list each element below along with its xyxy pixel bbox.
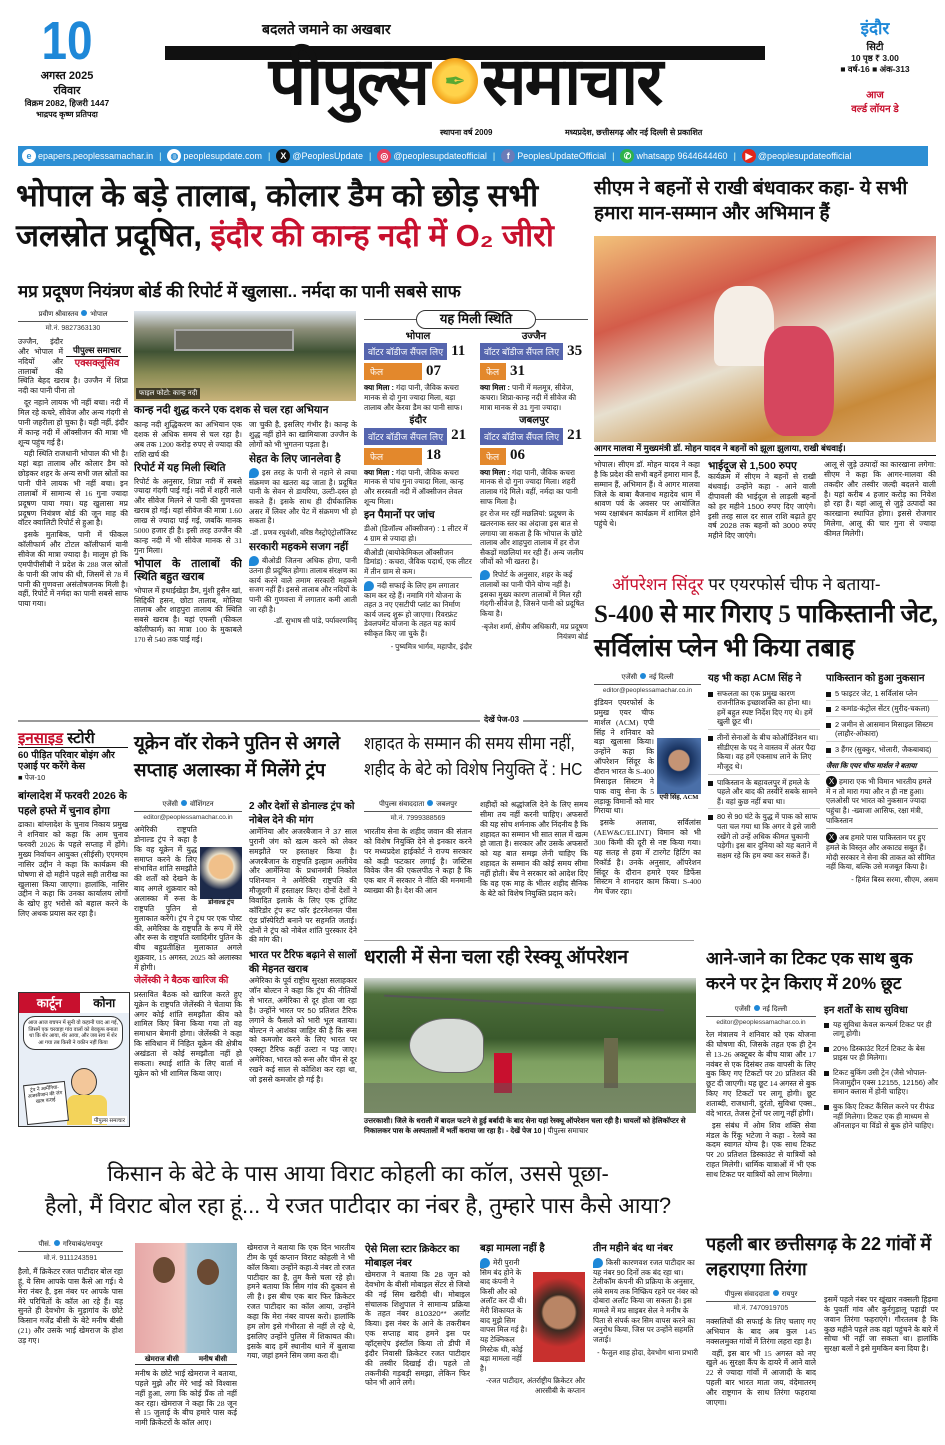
city-stat-ujjain [480,331,588,415]
sampled-count: 11 [451,342,466,359]
paragraph: उज्जैन, इंदौर और भोपाल में नदियों और तालाबों की स्थिति बेहद खराब है। उज्जैन में शिप्रा नदी का पानी पीना तो [18,337,128,396]
found-text: गंदा पानी, जैविक कचरा मानक से पांच गुना ज्यादा मिला, कान्ह और सरस्वती नदी में ऑक्सीजन लेवल शून्य मिला। [364,467,464,506]
email: editor@peoplessamachar.co.in [716,1019,806,1026]
hc-col-2: शहीदों को श्रद्धांजलि देने के लिए समय सीमा तय नहीं करनी चाहिए। अफसरों की यह सोच शर्मनाक और निंदनीय है कि शहादत का सम्मान भी सात साल में खत्म हो जाता है। सरकार और उसके अफसरों को यह बात समझ लेनी चाहिए कि शहादत के सम्मान की कोई समय सीमा नहीं होती। बेंच ने सरकार को आदेश दिए कि वह एक माह के भीतर शहीद सैनिक के बेटे को विशेष नियुक्ति प्रदान करे। [480,800,588,898]
paragraph: इस संबंध में ओम शिव शक्ति सेवा मंडल के रिंकू भटेजा ने कहा - रेलवे का कदम स्वागत योग्य है। एक साथ टिकट पर 20 प्रतिशत डिस्काउंट से यात्रियों को राहत मिलेगी। धार्मिक यात्राओं में भी एक साथ टिकट पर यात्रियों को लाभ मिलेगा। [706,1120,816,1180]
quote-source: -बृजेश शर्मा, क्षेत्रीय अधिकारी, मप्र प्रदूषण नियंत्रण बोर्ड [481,621,588,641]
virat-sidebar-2 [480,1243,585,1396]
list-item: 5 फाइटर जेट, 1 सर्विलांस प्लेन [826,689,938,702]
published-from: मध्यप्रदेश, छत्तीसगढ़ और नई दिल्ली से प्रकाशित [565,128,703,137]
quote-source: -डॉ . प्रणव रघुवंशी, वरिष्ठ गैस्ट्रोएंट्रोलॉजिस्ट [249,528,357,537]
list-item: तीनों सेनाओं के बीच कोऑर्डिनेशन था। सीडीएस के पद ने वास्तव में अंतर पैदा किया। वह हमें एकसाथ लाने के लिए मौजूद थे। [708,733,820,775]
found-label: क्या मिला : [364,383,394,393]
byline-place: जबलपुर [436,801,457,808]
instagram-icon: ◎ [377,149,391,163]
paragraph: रेल मंत्रालय ने शनिवार को एक योजना की घोषणा की, जिसके तहत एक ही ट्रेन से 13-26 अक्टूबर के बीच यात्रा और 17 नवंबर से एक दिसंबर तक वापसी के लिए बुक किए गए टिकटों पर 20 प्रतिशत की छूट दी जाएगी। यह छूट 14 अगस्त से बुक किए गए टिकटों पर लागू होगी। छूट शताब्दी, राजधानी, दुरंतो, सुविधा एक्स., वंदे भारत, तेजस ट्रेनों पर लागू नहीं होगी। [706,1030,816,1118]
lead-subhead-highlight: नर्मदा का पानी सबसे साफ [301,282,461,301]
city-stat-jabalpur [480,415,588,651]
exclusive-label: एक्सक्लूसिव [74,358,120,370]
list-item: सफलता का एक प्रमुख कारण राजनीतिक इच्छाशक्ति का होना था। हमें बहुत स्पष्ट निर्देश दिए गए थे। हमें खुली छूट थी। [708,689,820,731]
cm-rakhi-photo [594,236,936,442]
social-link-text: @peoplesupdateofficial [757,151,852,161]
quote [364,581,472,639]
list-item: टिकट बुकिंग उसी ट्रेन (जैसे भोपाल-निजामुद्दीन एक्स 12155, 12156) और समान क्लास में होनी चाहिए। [824,1068,938,1099]
section-heading: भारत पर टैरिफ बढ़ाने से सालों की मेहनत खराब [249,950,357,975]
see-page-link[interactable]: देखें पेज-03 [480,714,523,725]
quote-source: - पुष्यमित्र भार्गव, महापौर, इंदौर [390,641,472,651]
tagline: बदलते जमाने का अखबार [262,21,391,37]
quote-mark-icon [249,556,259,566]
byline [18,1240,123,1252]
ukraine-headline: यूक्रेन वॉर रोकने पुतिन से अगले सप्ताह अलास्का में मिलेंगे ट्रंप [134,732,341,780]
byline-name: एजेंसी [162,801,178,808]
acm-points [708,673,820,866]
sampled-count: 21 [567,427,583,444]
cartoon-illustration [19,1013,129,1126]
cm-body: भोपाल। सीएम डॉ. मोहन यादव ने कहा है कि प्रदेश की सभी बहनें हमारा मान हैं, सम्मान हैं, अभिमान हैं। वे आगर मालवा जिले के बाबा बैजनाथ महादेव धाम में श्रावण पर्व के अवसर पर आयोजित भव्य रक्षाबंधन कार्यक्रम में शामिल होने पहुंचे थे। [594,460,700,529]
city-name: इंदौर [409,415,427,427]
dharali-caption: उत्तरकाशी। जिले के धराली में बादल फटने से हुई बर्बादी के बाद सेना यहां रेस्क्यू ऑपरेशन चला रही है। घायलों को हेलिकॉप्टर से निकालकर पास के अस्पतालों में भर्ती कराया जा रहा है। - देखें पेज 10 | पीपुल्स समाचार [364,1116,686,1135]
quote [480,570,588,619]
kicker-highlight: ऑपरेशन सिंदूर [612,575,704,594]
quote [249,468,357,526]
section-heading: इन पैमानों पर जांच [364,509,435,522]
hc-headline: शहादत के सम्मान की समय सीमा नहीं, शहीद के बेटे को विशेष नियुक्ति दें : HC [364,733,583,780]
masthead-logo [165,40,765,122]
byline [594,673,701,685]
quote-mark-icon [593,1258,603,1268]
acm-photo [657,738,701,802]
lead-subhead-text: मप्र प्रदूषण नियंत्रण बोर्ड की रिपोर्ट में खुलासा.. [18,282,302,301]
list-item: पाकिस्तान के बहावलपुर में हमले के पहले और बाद की तस्वीरें सबके सामने हैं। वहां कुछ नहीं बचा था। [708,778,820,810]
social-link-instagram[interactable] [377,149,487,163]
dharali-headline: धराली में सेना चला रही रेस्क्यू ऑपरेशन [364,947,628,968]
bullet-dot-icon [640,673,646,679]
paragraph: दूर नहाने लायक भी नहीं बचा। नदी में मिल रहे कचरे, सीवेज और अन्य गंदगी से पानी जहरीला हो चुका है। यही नहीं, इंदौर में कान्ह नदी में ऑक्सीजन की मात्रा भी शून्य पहुंच गई है। [18,398,128,447]
virat-sidebar-1 [365,1243,470,1388]
status-title: यह मिली स्थिति [416,310,536,329]
quote-text: अब हमारे पास पाकिस्तान पर हुए हमले के विस्तृत और अकाट्य सबूत हैं। मोदी सरकार ने सेना की ताकत को सीमित नहीं किया, बल्कि उसे मजबूत किया है। [826,833,935,872]
social-link-youtube[interactable] [742,149,852,163]
photo-caption: मनीष बीसी [198,1356,228,1363]
paragraph: रिपोर्ट के अनुसार, शिप्रा नदी में सबसे ज्यादा गंदगी पाई गई। नदी में शहरी नाले और सीवेज मिलने से पानी की गुणवत्ता खराब हो गई। यहां सीवेज की मात्रा 1.60 लाख से ज्यादा पाई गई, जबकि मानक 5000 हजार ही है। इसी तरह उज्जैन की कान्ह नदी में भी सीवेज मानक से 31 गुना मिला। [134,476,242,555]
sindoor-col-1 [594,673,701,898]
failed-count: 06 [510,447,525,464]
parameter: डीओ (डिजॉल्व ऑक्सीजन) : 1 लीटर में 4 ग्राम से ज्यादा हो। [364,524,472,544]
exclusive-brand: पीपुल्स समाचार [66,345,128,357]
paragraph: कार्यक्रम में सीएम ने बहनों से राखी बंधवाई। उन्होंने कहा - आने वाली दीपावली की भाईदूज से लाड़ली बहनों को हर महीने 1500 रुपए दिए जाएंगे। इसी तरह साल दर साल राशि बढ़ाते हुए वर्ष 2028 तक बहनों को 3000 रुपए महीने दिए जाएंगे। [708,472,816,541]
paragraph: प्रस्तावित बैठक को खारिज करते हुए यूक्रेन के राष्ट्रपति जेलेंस्की ने चेताया कि अगर कोई शांति समझौता कीव को शामिल किए बिना किया गया तो वह समाधान बेमानी होगा। जेलेंस्की ने कहा कि संविधान में निहित यूक्रेन की क्षेत्रीय अखंडता से कोई समझौता नहीं हो सकता। स्थाई शांति के लिए वार्ता में यूक्रेन को भी शामिल किया जाए। [134,989,242,1078]
social-link-text: @peoplesupdateofficial [393,151,487,161]
quote-text: किसी कारणवश रजत पाटीदार का यह नंबर 90 दिनों तक बंद रहा था। टेलीकॉम कंपनी की प्रक्रिया के अनुसार, लंबे समय तक निष्क्रिय रहने पर नंबर को दोबारा अलॉट किया जा सकता है। इस मामले में मप्र साइबर सेल ने मनीष के पिता से संपर्क कर सिम वापस करने का अनुरोध किया, जिस पर उन्होंने सहमति जताई। [593,1257,698,1344]
byline-place: गरियाबंद/रायपुर [62,1241,103,1248]
cg-headline: पहली बार छत्तीसगढ़ के 22 गांवों में लहराएगा तिरंगा [706,1234,932,1280]
weekday: रविवार [53,85,81,97]
whatsapp-icon: ✆ [620,149,634,163]
city-name: भोपाल [405,330,431,342]
logo-title-right: समाचार [482,44,662,118]
failed-count: 07 [426,362,441,379]
bullet-dot-icon [181,800,187,806]
rail-col-1 [706,1005,816,1218]
section-heading: भाईदूज से 1,500 रुपए [708,460,797,472]
failed-label: फेल [364,363,422,380]
failed-count: 18 [426,447,441,464]
sindoor-kicker [612,572,932,595]
section-heading: 2 और देशों से डोनाल्ड ट्रंप को नोबेल देने की मांग [249,801,355,826]
cm-aloo: आलू से जुड़े उत्पादों का कारखाना लगेगा: सीएम ने कहा कि आगर-मालवा की तकदीर और तस्वीर जल्दी बदलने वाली है। यहां करीब 4 हजार करोड़ का निवेश हो रहा है। यहां आलू से जुड़े उत्पादों का कारखाना स्थापित होगा। इससे रोजगार मिलेगा, आलू की चार गुना से ज्यादा कीमत मिलेगी। [824,460,936,539]
x-icon: X [276,149,290,163]
inside-page-ref[interactable]: ■ पेज-10 [18,773,46,783]
volume-issue: ■ वर्ष-16 ■ अंक-313 [840,64,910,74]
paragraph: कान्ह नदी शुद्धिकरण का अभियान एक दशक से अधिक समय से चल रहा है। अब तक 1200 करोड़ रुपए से ज्यादा की राशि खर्च की [134,420,242,459]
lead-headline [16,176,588,257]
quote-mark-icon [480,570,490,580]
logo-title-left: पीपुल्स [268,44,429,118]
sampled-count: 21 [451,427,467,444]
found-label: क्या मिला : [480,383,510,393]
x-icon: X [826,776,837,787]
lead-body [18,337,128,707]
email: editor@peoplessamachar.co.in [602,687,693,694]
rail-body [706,1030,816,1218]
edition-block [820,16,930,115]
section-heading: यह भी कहा ACM सिंह ने [708,673,802,684]
social-link-epaper[interactable] [22,149,153,163]
found-label: क्या मिला : [480,467,510,477]
status-box [364,310,588,652]
byline-name: एजेंसी [621,674,638,681]
lead-subhead [18,282,588,302]
date-month: अगस्त 2025 [40,70,94,82]
rail-col-2 [824,1005,938,1136]
quote-mark-icon [364,581,374,591]
photo-credit: पीपुल्स समाचार [547,1125,589,1135]
byline-name: पीपुल्स संवाददाता [379,801,425,808]
paragraph: इसमें पहले नंबर पर खूंखार नक्सली हिड़मा के पुवर्ती गांव और कुर्रगुड़ालू पहाड़ी पर जवान तिरंगा फहराएंगे। गौरतलब है कि कुछ महीने पहले तक वहां पहुंचने के बारे में सोचा भी नहीं जा सकता था। हालांकि सुरक्षा बलों ने इसे मुमकिन बना दिया है। [824,1295,938,1354]
city-name: उज्जैन [521,330,547,342]
founded: स्थापना वर्ष 2009 [440,128,493,137]
bangladesh-headline: बांग्लादेश में फरवरी 2026 के पहले हफ्ते में चुनाव होगा [18,790,127,817]
lead-left-column [18,310,128,720]
section-heading: रिपोर्ट में यह मिली स्थिति [134,462,226,475]
city-name: जबलपुर [519,415,549,427]
section-heading: भोपाल के तालाबों की स्थिति बहुत खराब [134,558,242,584]
today-event: वर्ल्ड लॉयन डे [851,104,899,115]
virat-headline-line-2: हैलो, मैं विराट बोल रहा हूं... ये रजत पाटीदार का नंबर है, तुम्हारे पास कैसे आया? [44,1192,672,1218]
paragraph: खेमराज ने बताया कि 28 जून को देवभोग के बीसी मोबाइल सेंटर से जियो की नई सिम खरीदी थी। मोबाइल संचालक शिशुपाल ने सामान्य प्रक्रिया के तहत नंबर 810320** अलॉट किया। इस नंबर के आने के तकरीबन एक सप्ताह बाद हमने इस पर व्हॉट्सऐप इंस्टॉल किया तो डीपी में इंदौर निवासी क्रिकेटर रजत पाटीदार की तस्वीर दिखाई दी। पहले तो तकनीकी गड़बड़ी समझा, लेकिन फिर फोन भी आने लगे। [365,1270,470,1388]
social-link-text: peoplesupdate.com [183,151,262,161]
hc-col-1 [364,800,472,932]
city: इंदौर [860,19,890,38]
mobile-number: मो.नं. 7999388569 [390,815,446,822]
corner-label: कोना [93,996,116,1010]
byline-name: प्रवीण श्रीवास्तव [38,311,79,318]
lead-headline-line-2: जलस्रोत प्रदूषित, [16,218,211,254]
paragraph: इंडियन एयरफोर्स के प्रमुख एयर चीफ मार्शल (ACM) एपी सिंह ने शनिवार को बड़ा खुलासा किया। उन्होंने कहा कि ऑपरेशन सिंदूर के दौरान भारत के S-400 मिसाइल सिस्टम ने पाक वायु सेना के 5 लड़ाकू विमानों को मार गिराया था। [594,698,654,816]
facebook-icon: f [501,149,515,163]
social-link-facebook[interactable] [501,149,606,163]
byline-place: रायपुर [781,1291,798,1298]
paragraph: इसके मुताबिक, पानी में फीकल कॉलीफार्म और टोटल कॉलीफार्म यानी सीवेज की मात्रा ज्यादा है। मालूम हो कि एमपीपीसीबी ने प्रदेश के 288 जल स्रोतों के पानी की जांच की थी, जिसमें से 78 में पानी की गुणवत्ता असंतोषजनक मिली है। वहीं, रिपोर्ट में नर्मदा का पानी सबसे साफ पाया गया। [18,530,128,609]
paragraph: खेमराज ने बताया कि एक दिन भारतीय टीम के पूर्व कप्तान विराट कोहली ने भी कॉल किया। उन्होंने कहा-ये नंबर तो रजत पाटीदार का है, तुम कैसे चला रहे हो। हमने बताया कि सिम गांव की दुकान से ली है। इस बीच एक बार फिर क्रिकेटर रजत पाटीदार का कॉल आया, उन्होंने कहा कि मेरा नंबर वापस करो। हालांकि हम लोग इसे गंभीरता से नहीं ले रहे थे, इसलिए उन्होंने पुलिस में शिकायत की। इसके बाद हमें स्थानीय थाने में बुलाया गया, जहां हमने सिम जमा करा दी। [247,1243,355,1361]
paragraph: नक्सलियों की सफाई के लिए चलाए गए अभियान के बाद अब कुल 145 नक्सलमुक्त गांवों में तिरंगा लहरा रहा है। [706,1317,816,1346]
bullet-dot-icon [54,1240,60,1246]
sampled-label: वॉटर बॉडीज सैंपल लिए [480,343,563,360]
caption-text: उत्तरकाशी। जिले के धराली में बादल फटने से हुई बर्बादी के बाद सेना यहां रेस्क्यू ऑपरेशन चला रही है। घायलों को हेलिकॉप्टर से निकालकर पास के अस्पतालों में भर्ती कराया जा रहा है। [364,1116,686,1135]
cm-photo-caption: आगर मालवा में मुख्यमंत्री डॉ. मोहन यादव ने बहनों को झूला झुलाया, राखी बंधवाई। [594,444,936,456]
cm-bhaidooj [708,460,816,541]
mobile-number: मो.नं. 9827363130 [45,325,101,332]
edition: सिटी [866,42,884,53]
bullet-dot-icon [754,1005,760,1011]
lead-column-3 [249,420,357,718]
pen-emblem-icon: ✒ [432,58,478,104]
quote-source: - फैजुल शाह होदा, देवभोग थाना प्रभारी [597,1347,698,1357]
quote [593,1258,698,1345]
list-item: 80 से 90 घंटे के युद्ध में पाक को साफ पता चल गया था कि अगर वे इसे जारी रखेंगे तो उन्हें अधिक कीमत चुकानी पड़ेगी। इस बार दुनिया को यह बताने में सक्षम रहे कि हम क्या कर सकते हैं। [708,812,820,862]
internet-explorer-icon: e [22,149,36,163]
byline-name: पीसं. [38,1241,51,1248]
date-block [12,11,122,120]
list-item: बुक किए टिकट कैंसिल करने पर रीफंड नहीं मिलेगा। टिकट एक ही माध्यम से ऑनलाइन या विंडो से बुक होने चाहिए। [824,1102,938,1133]
found-text: गंदा पानी, जैविक कचरा मानक से दो गुना ज्यादा मिला। शहरी तालाब गंदे मिले। वहीं, नर्मदा का पानी साफ मिला है। [480,467,578,506]
social-link-x[interactable] [276,149,363,163]
photo-caption: फाइल फोटो: कान्ह नदी [136,388,200,399]
quote-text: हमारा एक भी विमान भारतीय हमले में न तो मारा गया और न ही नष्ट हुआ। एलओसी पर भारत को नुकसान ज्यादा पहुंचा है। [826,776,932,815]
quote-mark-icon [480,1258,490,1268]
paragraph: यही स्थिति राजधानी भोपाल की भी है। यहां बड़ा तालाब और कोलार डैम को छोड़कर शहर के अन्य सभी जल स्रोतों का पानी पीने लायक भी नहीं बचा। इन तालाबों में सामान्य से 16 गुना ज्यादा प्रदूषण पाया गया। यह खुलासा मप्र प्रदूषण नियंत्रण बोर्ड की जून माह की वॉटर क्वालिटी रिपोर्ट से हुआ है। [18,449,128,528]
lead-headline-line-1: भोपाल के बड़े तालाब, कोलार डैम को छोड़ सभी [16,178,539,213]
bullet-dot-icon [773,1290,779,1296]
section-heading: पाकिस्तान को हुआ नुकसान [826,673,925,684]
list-item: 2 कमांड-कंट्रोल सेंटर (मुरीद-चकला) [826,704,938,717]
inside-label: स्टोरी [63,730,95,747]
sampled-label: वॉटर बॉडीज सैंपल लिए [364,343,447,360]
photo-caption: डोनाल्ड ट्रंप [208,899,234,906]
virat-headline-line-1: किसान के बेटे के पास आया विराट कोहली का कॉल, उससे पूछा- [107,1161,609,1186]
paragraph: जा चुकी है, इसलिए गंभीर है। कान्ह के शुद्ध नहीं होने का खामियाजा उज्जैन के लोगों को भी भुगतना पड़ता है। [249,420,357,449]
failed-label: फेल [480,448,506,465]
paragraph: आर्मेनिया और अजरबैजान ने 37 साल पुरानी जंग को खत्म करने को लेकर समझौते पर हस्ताक्षर किया है। अजरबैजान के राष्ट्रपति इल्हाम अलीयेव और आर्मेनिया के प्रधानमंत्री निकोल पशिनयान ने अमेरिकी राष्ट्रपति की मौजूदगी में हस्ताक्षर किए। दोनों देशों ने विवादित इलाके के लिए एक ट्रांजिट कॉरिडोर ट्रंप रूट फॉर इंटरनेशनल पीस एंड प्रॉस्पेरिटी बनाने पर सहमति जताई। दोनों ने ट्रंप को नोबेल शांति पुरस्कार देने की मांग की। [249,827,357,945]
quote [249,556,357,614]
sampled-label: वॉटर बॉडीज सैंपल लिए [480,428,563,445]
paragraph: भोपाल में हथाईखेड़ा डैम, मुंशी हुसैन खां, सिद्दिकी हसन, छोटा तालाब, मोतिया तालाब और शाहपुरा तालाब की स्थिति सबसे खराब है। यहां एफसी (फीकल कॉलीफार्म) का मात्रा 100 के मुकाबले 170 से 540 तक पाई गई। [134,585,242,644]
inside-story [18,730,128,950]
brothers-photo [135,1243,237,1353]
mobile-number: मो.नं. 9111243591 [43,1255,98,1262]
parameter: बीओडी (बायोकेमिकल ऑक्सीजन डिमांड) : कचरा, जैविक पदार्थ, एक लीटर में तीन ग्राम से कम। [364,547,472,576]
quote-text: मेरी पुरानी सिम बंद होने के बाद कंपनी ने किसी और को अलॉट कर दी थी। मेरी शिकायत के बाद मुझे सिम वापस मिल गई है। यह टेक्निकल मिस्टेक थी, कोई बड़ा मामला नहीं है। [480,1257,528,1373]
see-page-link[interactable]: - देखें पेज 10 [505,1125,542,1135]
pakistan-loss [826,673,938,885]
byline-place: वॉशिंगटन [189,801,214,808]
inside-label-red: इनसाइड [18,730,64,747]
found-label: क्या मिला : [364,467,394,477]
pages-price: 10 पृष्ठ ₹ 3.00 [851,53,899,63]
byline [706,1005,816,1017]
byline [364,800,472,812]
social-link-website[interactable] [167,149,262,163]
quote-text: नदी सफाई के लिए हम लगातार काम कर रहे हैं। नमामि गंगे योजना के तहत 3 नए एसटीपी प्लांट का निर्माण कार्य जल्द शुरू हो जाएगा। रिवरफ्रंट डेवलपमेंट योजना के तहत यह कार्य स्वीकृत किए जा चुके हैं। [364,580,462,638]
photo-caption: खेमराज बीसी [144,1356,179,1363]
x-quote [826,776,938,826]
quote-mark-icon [249,468,259,478]
found-text: पानी में मलमूत्र, सीवेज, कचरा। शिप्रा-कान्ह नदी में सीवेज की मात्रा मानक से 31 गुना ज्यादा। [480,383,577,412]
byline [18,310,128,322]
lead-column-2 [134,420,242,718]
quote-text: रिपोर्ट के अनुसार, शहर के कई तालाबों का पानी पीने योग्य नहीं है। इसका मुख्य कारण तालाबों में मिल रही गंदगी-सीवेज है, जिसने पानी को प्रदूषित किया है। [480,570,585,618]
kanh-river-photo [134,311,356,401]
paragraph: वहीं, इस बार भी 15 अगस्त को नए खुले 46 सुरक्षा कैंप के दायरे में आने वाले 22 से ज्यादा गांवों में आजादी के बाद पहली बार भारत माता जय, वंदेमातरम् और राष्ट्रगान के साथ तिरंगा फहराया जाएगा। [706,1348,816,1407]
byline-name: एजेंसी [734,1006,751,1013]
rail-headline: आने-जाने का टिकट एक साथ बुक करने पर ट्रेन किराए में 20% छूट [706,949,913,993]
quote-source: -रजत पाटीदार, अंतर्राष्ट्रीय क्रिकेटर और आरसीबी के कप्तान [485,1376,585,1396]
section-heading: सेहत के लिए जानलेवा है [249,452,341,465]
newspaper-text: ट्रंप ने आर्मेनिया-अजरबैजान की जंग खत्म कराई [23,1081,69,1125]
paragraph: हैलो, मैं क्रिकेटर रजत पाटीदार बोल रहा हूं, ये सिम आपके पास कैसे आ गई। ये मेरा नंबर है, इस नंबर पर आपके पास मेरे परिचितों के कॉल आ रहे हैं। यह सुनते ही देवभोग के मुड़ागांव के छोटे किसान गजेंद्र बीसी के बेटे मनीष बीसी (21) और उसके भाई खेमराज के होश उड़ गए। [18,1267,123,1346]
section-heading: तीन महीने बंद था नंबर [593,1243,673,1254]
byline-place: भोपाल [90,311,108,318]
section-heading: इन शर्तों के साथ सुविधा [824,1005,908,1016]
ukraine-col-2 [249,800,357,1116]
paragraph: अमेरिकी राष्ट्रपति डोनाल्ड ट्रंप ने कहा है कि वह यूक्रेन में युद्ध समाप्त करने के लिए संभावित शांति समझौते की शर्तों को देखने के बाद अगले शुक्रवार को अलास्का में रूस के राष्ट्रपति पुतिन से मुलाकात करेंगे। ट्रंप ने ट्रुथ पर एक पोस्ट की, अमेरिका के राष्ट्रपति के रूप में मेरे और रूस के राष्ट्रपति व्लादिमीर पुतिन के बीच बहुप्रतीक्षित मुलाकात अगले शुक्रवार, 15 अगस्त, 2025 को अलास्का में होगी। [134,825,242,973]
list-item: 2 जमीन से आसमान मिसाइल सिस्टम (लाहौर-ओकारा) [826,720,938,742]
kicker-text: पर एयरफोर्स चीफ ने बताया- [703,575,881,594]
failed-count: 31 [510,362,525,379]
section-heading: ऐसे मिला स्टार क्रिकेटर का मोबाइल नंबर [365,1244,460,1269]
sindoor-headline: S-400 से मार गिराए 5 पाकिस्तानी जेट, सर्विलांस प्लेन भी किया तबाह [594,601,938,662]
quote-source: - हिमंत बिस्व सरमा, सीएम, असम [851,875,938,884]
social-link-text: PeoplesUpdateOfficial [517,151,607,161]
section-heading: जेलेंस्की ने बैठक खारिज की [134,974,229,986]
failed-label: फेल [480,363,506,380]
list-item: 3 हैंगर (सुक्कुर, भोलारी, जैकबाबाद) [826,745,938,758]
bullet-dot-icon [427,800,433,806]
calendar: विक्रम 2082, हिजरी 1447 [24,98,110,108]
paragraph: अमेरिका के पूर्व राष्ट्रीय सुरक्षा सलाहकार जॉन बोल्टन ने कहा कि ट्रंप की नीतियों से भारत, अमेरिका से दूर होता जा रहा है। उन्होंने भारत पर 50 प्रतिशत टैरिफ लगाने के फैसले को भारी भूल बताया। बोल्टन ने आशंका जाहिर की है कि रूस को कमजोर करने के लिए भारत पर एक्स्ट्रा टैरिफ कहीं उल्टा न पड़ जाए। अमेरिका, भारत को रूस और चीन से दूर रखने कई साल से कोशिश कर रहा था, जो इससे कमजोर हो गई है। [249,976,357,1084]
social-links-bar: e epapers.peoplessamachar.in | ◍ peoplesupdate.com | X @PeoplesUpdate | ◎ @peoplesupdateofficial | f PeoplesUpdateOfficial | ✆ whatsapp 9644644460 | ▶ @peoplesupdateofficial [18,146,928,166]
today-label: आज [866,90,884,101]
rajat-patidar-photo [533,1272,585,1362]
x-icon: X [826,832,837,843]
lead-headline-highlight: इंदौर की कान्ह नदी में O₂ जीरो [210,218,554,254]
quote-text: इस तरह के पानी से नहाने से त्वचा संक्रमण का खतरा बढ़ जाता है। प्रदूषित पानी के सेवन से डायरिया, उल्टी-दस्त हो सकते हैं। इसके साथ ही दीर्घकालिक असर में लिवर और पेट में संक्रमण भी हो सकता है। [249,467,357,526]
quote-source: -ख्वाजा आसिफ, रक्षा मंत्री, पाकिस्तान [826,805,923,825]
social-link-text: epapers.peoplessamachar.in [38,151,154,161]
section-heading: सरकारी महकमे सजग नहीं [249,541,349,554]
hc-body: भारतीय सेना के शहीद जवान की संतान को विशेष नियुक्ति देने से इनकार करने पर मध्यप्रदेश हाईकोर्ट ने राज्य सरकार को कड़ी फटकार लगाई है। जस्टिस विवेक जैन की एकलपीठ ने कहा है कि एक बार में सरकार ने नीति की मनमानी व्याख्या की है। देश की आन [364,827,472,896]
ukraine-body [134,825,242,1125]
bullet-dot-icon [81,310,87,316]
city-stat-indore [364,415,472,651]
list-item: यह सुविधा केवल कन्फर्म टिकट पर ही लागू होगी। [824,1020,938,1041]
sampled-count: 35 [567,342,583,359]
globe-icon: ◍ [167,149,181,163]
youtube-icon: ▶ [742,149,756,163]
inside-teaser[interactable]: 60 पीड़ित परिवार बोइंग और एआई पर करेंगे केस [18,750,115,773]
social-link-text: @PeoplesUpdate [292,151,364,161]
cartoon-box [18,992,130,1127]
bangladesh-body: ढाका। बांग्लादेश के चुनाव निकाय प्रमुख ने शनिवार को कहा कि आम चुनाव फरवरी 2026 के पहले सप्ताह में होंगे। मुख्य निर्वाचन आयुक्त (सीईसी) एएमएम नासिर उद्दीन ने कहा कि कार्यक्रम की घोषणा से दो महीने पहले सही तारीख का खुलासा किया जाएगा। हालांकि, नासिर उद्दीन ने कहा कि उनका कार्यालय लोगों के खोए हुए भरोसे को बहाल करने के लिए अथक प्रयास कर रहा है। [18,820,128,919]
email: editor@peoplessamachar.co.in [143,814,233,821]
section-heading: बड़ा मामला नहीं है [480,1243,545,1254]
trump-photo [200,847,242,907]
virat-sidebar-3 [593,1243,698,1358]
virat-headline [18,1158,698,1222]
social-link-whatsapp[interactable] [620,149,727,163]
cg-body [706,1317,816,1437]
tithi: भाद्रपद कृष्ण प्रतिपदा [36,110,98,119]
sindoor-body [594,698,701,898]
city-stat-bhopal [364,331,472,415]
date-day: 10 [41,11,93,71]
photo-captions [135,1355,237,1365]
inside-story-label [18,730,128,748]
byline-name: पीपुल्स संवाददाता [724,1291,770,1298]
paragraph: मनीष के छोटे भाई खेमराज ने बताया, पहले मुझे और मेरे भाई को विश्वास नहीं हुआ, लगा कि कोई प्रैंक तो नहीं कर रहा। खेमराज ने कहा कि 28 जून से 15 जुलाई के बीच हमारे पास कई नामी क्रिकेटरों के कॉल आए। [135,1369,237,1428]
cartoon-credit: पीपुल्स समाचार [93,1118,125,1124]
speech-bubble: आज आज बचपन में सुनी वो कहानी याद आ गई, जिसमें एक चरवाहा गांव वालों को बेवकूफ बनाता था कि शेर आया, शेर आया, और जब सच में शेर आ गया तब किसी ने यकीन नहीं किया [23,1016,123,1050]
list-item: 20% डिस्काउंट रिटर्न टिकट के बेस प्राइस पर ही मिलेगा। [824,1044,938,1065]
ukraine-col-1 [134,800,242,1125]
byline-place: नई दिल्ली [762,1006,788,1013]
byline [134,800,242,812]
cm-headline: सीएम ने बहनों से राखी बंधवाकर कहा- ये सभी हमारा मान-सम्मान और अभिमान हैं [594,178,908,224]
quote-text: बीओडी जितना अधिक होगा, पानी उतना ही प्रदूषित होगा। तालाब संरक्षण का कार्य करने वाले तमाम सरकारी महकमे सजग नहीं हैं। इससे तालाब और नदियों के पानी की गुणवत्ता में लगातार कमी आती जा रही है। [249,556,357,614]
social-link-text: whatsapp 9644644460 [636,151,728,161]
cartoon-label: कार्टून [19,993,80,1013]
mobile-number: मो.नं. 7470919705 [733,1305,789,1312]
loss-note: जैसा कि एयर चीफ मार्शल ने बताया [826,761,938,772]
byline [706,1290,816,1302]
photo-caption: एपी सिंह, ACM [659,794,699,801]
sampled-label: वॉटर बॉडीज सैंपल लिए [364,428,447,445]
found-text: गंदा पानी, जैविक कचरा मानक से दो गुना ज्यादा मिला, बड़ा तालाब और केरवा डैम का पानी साफ। [364,383,463,412]
fish-death-note: हर रोज मर रहीं मछलियां: प्रदूषण के खतरनाक स्तर का अंदाजा इस बात से लगाया जा सकता है कि भोपाल के छोटे तालाब और शाहपुरा तालाब में हर रोज सैकड़ों मछलियां मर रही हैं। अन्य जलीय जीवों को भी खतरा है। [480,509,584,567]
rescue-helicopter-photo [364,978,696,1113]
virat-col-1 [18,1240,123,1432]
byline-place: नई दिल्ली [649,674,674,681]
x-quote [826,828,938,872]
cg-col-1 [706,1290,816,1437]
failed-label: फेल [364,448,422,465]
quote-source: -डॉ. सुभाष सी पांडे, पर्यावरणविद् [273,617,357,626]
paragraph: इसके अलावा, सर्विलांस (AEW&C/ELINT) विमान को भी 300 किमी की दूरी से नष्ट किया गया। यह सतह से हवा में टारगेट हिटिंग का रिकॉर्ड है। उनके अनुसार, ऑपरेशन सिंदूर के दौरान हमारे एयर डिफेंस सिस्टम ने शानदार काम किया। S-400 गेम चेंजर रहा। [594,818,701,897]
photo-headline: कान्ह नदी शुद्ध करने एक दशक से चल रहा अभियान [134,404,329,416]
